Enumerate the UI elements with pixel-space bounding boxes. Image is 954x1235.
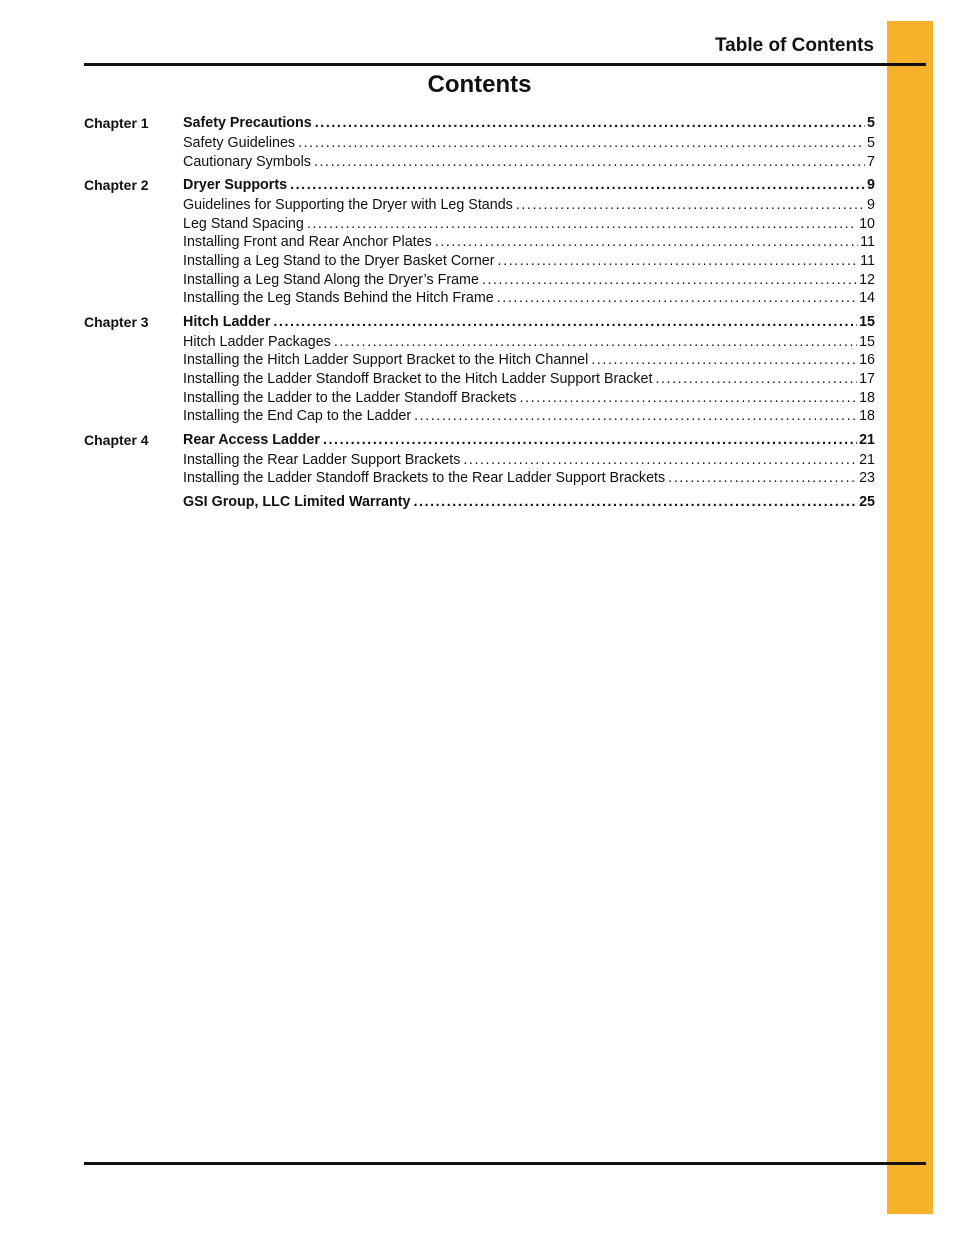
toc-entry-page: 23 <box>859 470 875 487</box>
toc-entry-title: Hitch Ladder <box>183 313 271 330</box>
toc-entry-standoff-to-rear-support[interactable] <box>183 469 875 488</box>
toc-entry-title: Hitch Ladder Packages <box>183 333 331 350</box>
toc-entry-cautionary-symbols[interactable] <box>183 153 875 172</box>
toc-entry-page: 5 <box>867 135 875 151</box>
toc-entry-title: Installing Front and Rear Anchor Plates <box>183 234 432 251</box>
toc-entry-title: Installing the Ladder Standoff Bracket to the Hitch Ladder Support Bracket <box>183 370 653 387</box>
chapter-label: Chapter 4 <box>84 431 149 448</box>
toc-entry-title: Rear Access Ladder <box>183 431 320 448</box>
toc-entry-page: 14 <box>859 290 875 307</box>
toc-entry-ladder-to-standoff-brackets[interactable] <box>183 389 875 408</box>
header-rule <box>84 63 926 66</box>
page-title: Contents <box>427 71 532 98</box>
chapter-label: Chapter 1 <box>84 115 149 131</box>
footer-rule <box>84 1162 926 1165</box>
dot-leader <box>273 313 857 331</box>
toc-entry-title: Installing the Ladder to the Ladder Standoff Brackets <box>183 389 517 406</box>
toc-entry-ladder-standoff-bracket[interactable] <box>183 370 875 389</box>
dot-leader <box>290 176 865 194</box>
toc-entry-safety-precautions[interactable] <box>183 114 875 134</box>
dot-leader <box>307 215 857 234</box>
toc-entry-anchor-plates[interactable] <box>183 233 875 252</box>
table-of-contents <box>84 114 875 513</box>
dot-leader <box>497 289 857 308</box>
toc-entry-page: 18 <box>859 408 875 425</box>
toc-entry-safety-guidelines[interactable] <box>183 134 875 153</box>
chapter-label: Chapter 3 <box>84 313 149 330</box>
toc-entry-page: 18 <box>859 389 875 406</box>
dot-leader <box>435 233 858 252</box>
toc-chapter-3 <box>84 313 875 426</box>
toc-chapter-1 <box>84 114 875 171</box>
dot-leader <box>413 493 857 511</box>
toc-entry-page: 21 <box>859 451 875 468</box>
dot-leader <box>482 271 857 290</box>
dot-leader <box>315 114 865 132</box>
toc-entry-page: 25 <box>859 493 875 510</box>
toc-entry-end-cap[interactable] <box>183 407 875 426</box>
toc-entry-title: Installing the Hitch Ladder Support Bracket to the Hitch Channel <box>183 352 589 369</box>
toc-entry-leg-stands-hitch-frame[interactable] <box>183 289 875 308</box>
toc-entry-page: 16 <box>859 352 875 369</box>
toc-entry-title: GSI Group, LLC Limited Warranty <box>183 493 411 510</box>
toc-entry-leg-stand-dryer-frame[interactable] <box>183 271 875 290</box>
toc-entry-title: Installing the End Cap to the Ladder <box>183 408 412 425</box>
toc-entry-page: 9 <box>867 197 875 214</box>
toc-entry-title: Installing a Leg Stand Along the Dryer’s Frame <box>183 271 479 288</box>
dot-leader <box>323 431 857 449</box>
toc-entry-title: Installing the Ladder Standoff Brackets to the Rear Ladder Support Brackets <box>183 470 666 487</box>
toc-entry-title: Installing the Leg Stands Behind the Hitch Frame <box>183 290 494 307</box>
running-header: Table of Contents <box>714 35 874 56</box>
toc-entry-page: 15 <box>859 313 875 330</box>
toc-chapter-2 <box>84 176 875 308</box>
dot-leader <box>414 407 857 426</box>
toc-entry-page: 11 <box>860 252 875 269</box>
dot-leader <box>668 469 857 488</box>
dot-leader <box>498 252 859 271</box>
toc-entry-page: 21 <box>859 431 875 448</box>
toc-entry-title: Leg Stand Spacing <box>183 215 304 232</box>
toc-entry-page: 11 <box>860 234 875 251</box>
chapter-label: Chapter 2 <box>84 177 149 194</box>
toc-entry-title: Installing the Rear Ladder Support Brackets <box>183 451 461 468</box>
toc-entry-title: Dryer Supports <box>183 177 288 194</box>
toc-entry-page: 5 <box>867 115 875 131</box>
toc-entry-page: 12 <box>859 271 875 288</box>
toc-entry-hitch-ladder-support-bracket[interactable] <box>183 351 875 370</box>
toc-entry-page: 7 <box>867 153 875 170</box>
dot-leader <box>314 153 865 172</box>
toc-entry-guidelines-supporting-dryer[interactable] <box>183 196 875 215</box>
toc-entry-rear-ladder-support-brackets[interactable] <box>183 451 875 470</box>
toc-entry-title: Installing a Leg Stand to the Dryer Basket Corner <box>183 252 495 269</box>
toc-entry-page: 10 <box>859 215 875 232</box>
toc-entry-title: Guidelines for Supporting the Dryer with Leg Stands <box>183 197 513 214</box>
toc-entry-hitch-ladder[interactable] <box>183 313 875 333</box>
toc-entry-page: 9 <box>867 177 875 194</box>
toc-entry-leg-stand-spacing[interactable] <box>183 215 875 234</box>
toc-entry-title: Safety Precautions <box>183 115 312 131</box>
dot-leader <box>655 370 857 389</box>
dot-leader <box>516 196 865 215</box>
toc-chapter-4 <box>84 431 875 488</box>
dot-leader <box>520 389 858 408</box>
toc-entry-title: Cautionary Symbols <box>183 153 311 170</box>
toc-entry-leg-stand-basket-corner[interactable] <box>183 252 875 271</box>
dot-leader <box>334 333 857 352</box>
toc-entry-warranty[interactable] <box>183 493 875 513</box>
toc-entry-title: Safety Guidelines <box>183 135 296 151</box>
dot-leader <box>591 351 857 370</box>
toc-entry-dryer-supports[interactable] <box>183 176 875 196</box>
chapter-side-tab <box>887 21 933 1214</box>
toc-entry-hitch-ladder-packages[interactable] <box>183 333 875 352</box>
dot-leader <box>463 451 857 470</box>
toc-entry-page: 15 <box>859 333 875 350</box>
dot-leader <box>298 134 865 153</box>
toc-entry-page: 17 <box>859 370 875 387</box>
toc-entry-rear-access-ladder[interactable] <box>183 431 875 451</box>
